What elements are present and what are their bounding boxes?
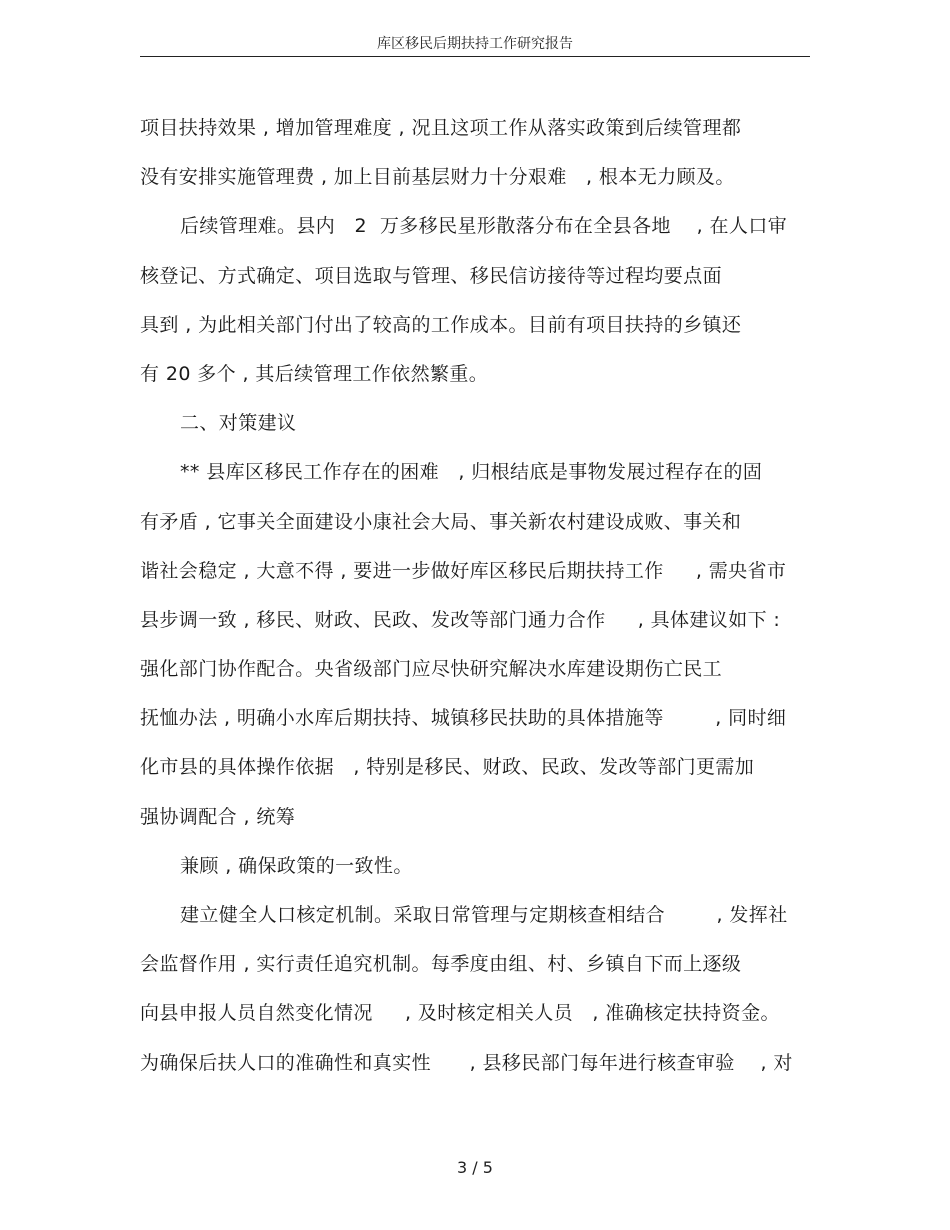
- text-line: 有 20 多个 , 其后续管理工作依然繁重。: [140, 362, 489, 385]
- page-header-title: 库区移民后期扶持工作研究报告: [377, 36, 573, 52]
- text-line: 为确保后扶人口的准确性和真实性 , 县移民部门每年进行核查审验 , 对: [140, 1051, 793, 1074]
- text-line: 化市县的具体操作依据 , 特别是移民、财政、民政、发改等部门更需加: [140, 756, 755, 779]
- text-line: 项目扶持效果 , 增加管理难度 , 况且这项工作从落实政策到后续管理都: [140, 117, 742, 139]
- text-line: 后续管理难。县内 2 万多移民星形散落分布在全县各地 , 在人口审: [180, 215, 788, 238]
- text-line: 强化部门协作配合。央省级部门应尽快研究解决水库建设期伤亡民工: [140, 658, 723, 681]
- page-number: 3 / 5: [457, 1158, 493, 1177]
- section-heading: 二、对策建议: [180, 412, 297, 435]
- text-line: ** 县库区移民工作存在的困难 , 归根结底是事物发展过程存在的固: [180, 461, 763, 484]
- text-line: 县步调一致 , 移民、财政、民政、发改等部门通力合作 , 具体建议如下 :: [140, 608, 781, 631]
- text-line: 向县申报人员自然变化情况 , 及时核定相关人员 , 准确核定扶持资金。: [140, 1002, 780, 1025]
- text-line: 核登记、方式确定、项目选取与管理、移民信访接待等过程均要点面: [140, 264, 723, 287]
- text-line: 建立健全人口核定机制。采取日常管理与定期核查相结合 , 发挥社: [180, 904, 788, 926]
- text-line: 兼顾 , 确保政策的一致性。: [180, 854, 413, 877]
- text-line: 没有安排实施管理费 , 加上目前基层财力十分艰难 , 根本无力顾及。: [140, 166, 735, 189]
- text-line: 会监督作用 , 实行责任追究机制。每季度由组、村、乡镇自下而上逐级: [140, 953, 742, 976]
- text-line: 强协调配合 , 统筹: [140, 805, 296, 828]
- document-body: [140, 112, 810, 1096]
- text-line: 有矛盾 , 它事关全面建设小康社会大局、事关新农村建设成败、事关和: [140, 510, 742, 533]
- text-line: 谐社会稳定 , 大意不得 , 要进一步做好库区移民后期扶持工作 , 需央省市: [140, 559, 787, 582]
- header-divider: [140, 56, 810, 57]
- text-line: 具到 , 为此相关部门付出了较高的工作成本。目前有项目扶持的乡镇还: [140, 313, 742, 336]
- text-line: 抚恤办法 , 明确小水库后期扶持、城镇移民扶助的具体措施等 , 同时细: [140, 707, 787, 730]
